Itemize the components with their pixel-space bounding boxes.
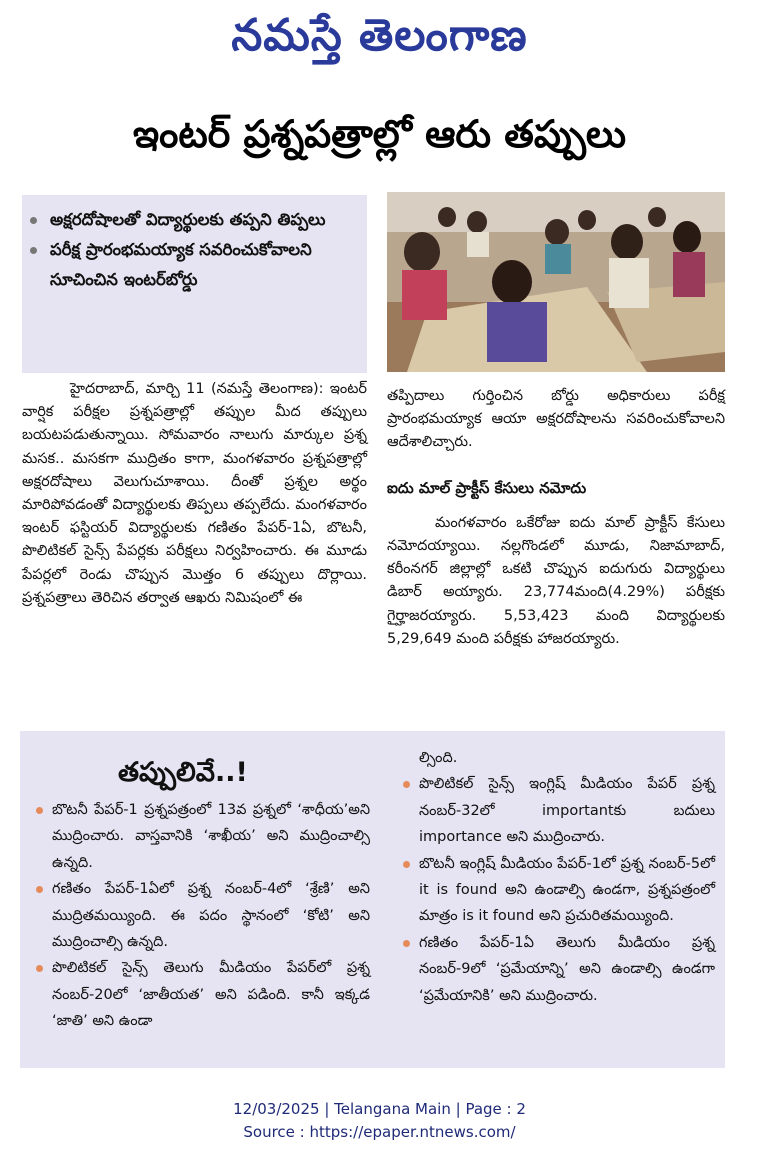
errors-title: తప్పులివే..! (118, 757, 248, 788)
errors-right-column (397, 745, 715, 1009)
article-right-column (387, 385, 725, 651)
article-body-text: హైదరాబాద్, మార్చి 11 (నమస్తే తెలంగాణ): ఇంటర్ వార్షిక పరీక్షల ప్రశ్నపత్రాల్లో తప్పుల మీద తప్పులు బయటపడుతున్నాయి. సోమవారం నాలుగు మార్కుల ప్రశ్న మసక.. మసకగా ముద్రితం కాగా, మంగళవారం ప్రశ్నపత్రాల్లో అక్షరదోషాలు వెలుగుచూశాయి. దీంతో ప్రశ్నల అర్థం మారిపోవడంతో విద్యార్థులకు తిప్పలు తప్పలేదు. మంగళవారం ఇంటర్ ఫస్టియర్ విద్యార్థులకు గణితం పేపర్-1ఏ, బొటనీ, పొలిటికల్ సైన్స్ పేపర్లకు పరీక్షలు నిర్వహించారు. ఈ మూడు పేపర్లలో రెండు చొప్పున మొత్తం 6 తప్పులు దొర్లాయి. ప్రశ్నపత్రాలు తెరిచిన తర్వాత ఆఖరు నిమిషంలో ఈ (22, 381, 367, 606)
masthead-logo: నమస్తే తెలంగాణ (231, 10, 528, 61)
error-item: బొటనీ ఇంగ్లిష్ మీడియం పేపర్-1లో ప్రశ్న నంబర్-5లో it is found అని ఉండాల్సి ఉండగా, ప్రశ్నపత్రంలో మాత్రం is it found అని ప్రచురితమయ్యింది. (397, 851, 715, 930)
highlights-box (22, 195, 367, 373)
headline: ఇంటర్ ప్రశ్నపత్రాల్లో ఆరు తప్పులు (132, 112, 627, 156)
page-footer (0, 1098, 759, 1144)
errors-left-column (30, 797, 370, 1035)
students-writing-exam-image (387, 192, 725, 372)
subheading: ఐదు మాల్ ప్రాక్టీస్ కేసులు నమోదు (387, 478, 587, 497)
highlight-item: అక్షరదోషాలతో విద్యార్థులకు తప్పని తిప్పలు (50, 205, 357, 235)
bullet-icon (403, 861, 410, 868)
error-item: పొలిటికల్ సైన్స్ తెలుగు మీడియం పేపర్‌లో ప్రశ్న నంబర్-20లో ‘జాతీయత’ అని పడింది. కానీ ఇక్కడ ‘జాతి’ అని ఉండా (30, 955, 370, 1034)
exam-hall-photo (387, 192, 725, 372)
error-item: బొటనీ పేపర్-1 ప్రశ్నపత్రంలో 13వ ప్రశ్నలో ‘శాధీయ’అని ముద్రించారు. వాస్తవానికి ‘శాఖీయ’ అని ముద్రించాల్సి ఉన్నది. (30, 797, 370, 876)
error-item: గణితం పేపర్-1ఏ తెలుగు మీడియం ప్రశ్న నంబర్-9లో ‘ప్రమేయాన్ని’ అని ఉండాల్సి ఉండగా ‘ప్రమేయానికి’ అని ముద్రించారు. (397, 930, 715, 1009)
error-item: పొలిటికల్ సైన్స్ ఇంగ్లిష్ మీడియం పేపర్ ప్రశ్న నంబర్-32లో importantకు బదులు importance అని ముద్రించారు. (397, 771, 715, 850)
bullet-icon (403, 781, 410, 788)
highlight-item: పరీక్ష ప్రారంభమయ్యాక సవరించుకోవాలని సూచించిన ఇంటర్‌బోర్డు (50, 235, 357, 295)
error-item: గణితం పేపర్-1ఏలో ప్రశ్న నంబర్-4లో ‘శ్రేణి’ అని ముద్రితమయ్యింది. ఈ పదం స్థానంలో ‘కోటి’ అని ముద్రించాల్సి ఉన్నది. (30, 876, 370, 955)
bullet-icon (403, 940, 410, 947)
bullet-icon (36, 807, 43, 814)
source-link[interactable]: Source : https://epaper.ntnews.com/ (243, 1123, 516, 1141)
bullet-icon (36, 886, 43, 893)
article-left-column (22, 378, 367, 610)
error-continuation: ల్సింది. (419, 750, 458, 766)
article-continuation-text: తప్పిదాలు గుర్తించిన బోర్డు అధికారులు పరీక్ష ప్రారంభమయ్యాక ఆయా అక్షరదోషాలను సవరించుకోవాలని ఆదేశాలిచ్చారు. (387, 388, 725, 451)
bullet-icon (36, 965, 43, 972)
errors-box (20, 731, 725, 1068)
edition-info: 12/03/2025 | Telangana Main | Page : 2 (233, 1100, 526, 1118)
malpractice-text: మంగళవారం ఒకేరోజు ఐదు మాల్ ప్రాక్టీస్ కేసులు నమోదయ్యాయి. నల్లగొండలో మూడు, నిజామాబాద్, కరీంనగర్ జిల్లాల్లో ఒకటి చొప్పున ఐదుగురు విద్యార్థులు డిబార్ అయ్యారు. 23,774మంది(4.29%) పరీక్షకు గైర్హాజరయ్యారు. 5,53,423 మంది విద్యార్థులకు 5,29,649 మంది పరీక్షకు హాజరయ్యారు. (387, 514, 725, 647)
